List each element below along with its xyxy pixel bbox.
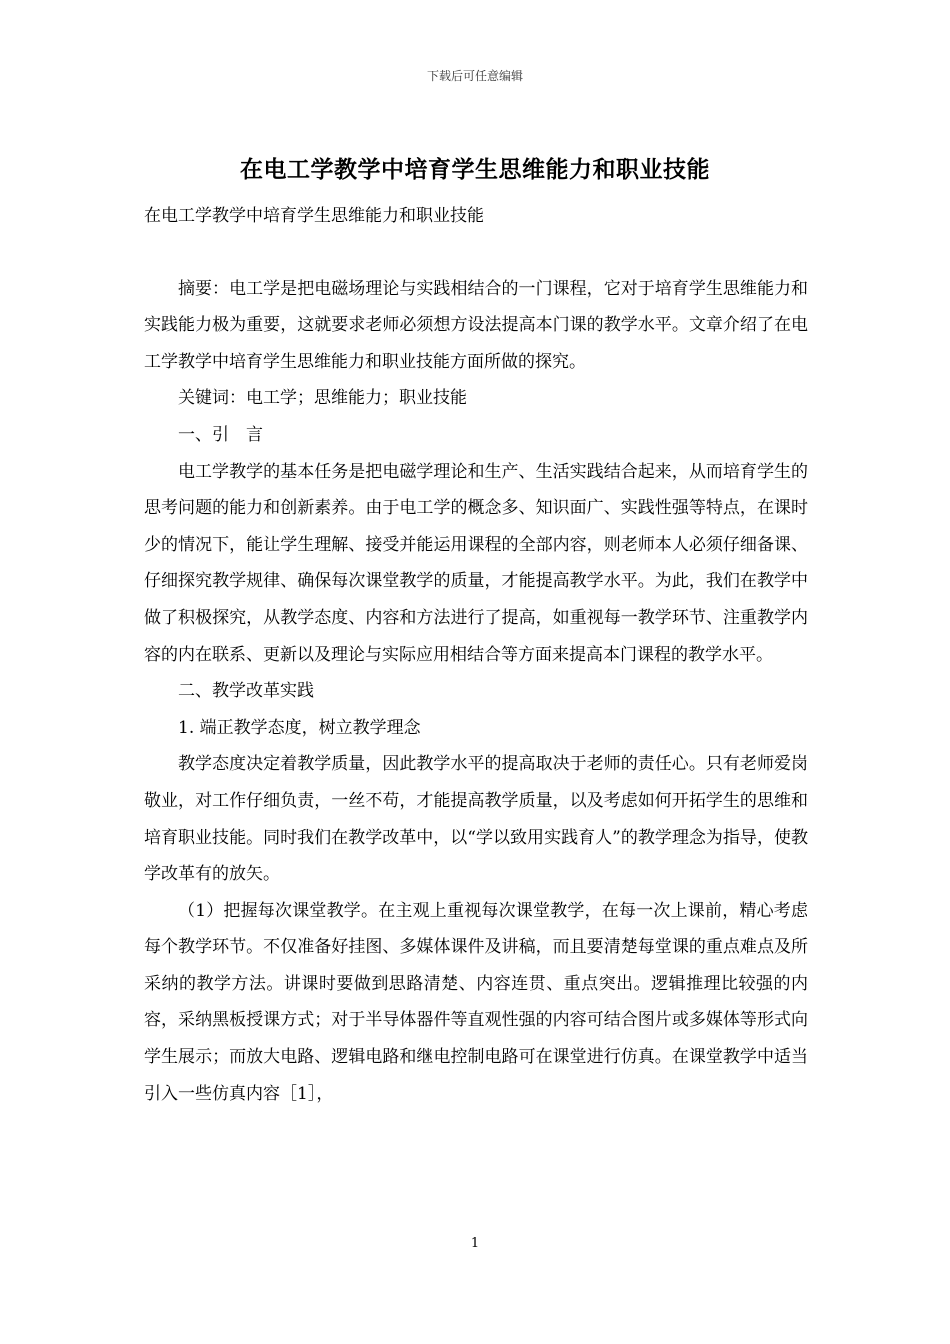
document-title: 在电工学教学中培育学生思维能力和职业技能 (240, 157, 710, 183)
section-heading: 二、教学改革实践 (178, 681, 314, 702)
body-paragraph: 电工学教学的基本任务是把电磁学理论和生产、生活实践结合起来，从而培育学生的思考问题的能力和创新素养。由于电工学的概念多、知识面广、实践性强等特点，在课时少的情况下，能让学生理解、接受并能运用课程的全部内容，则老师本人必须仔细备课、仔细探究教学规律、确保每次课堂教学的质量，才能提高教学水平。为此，我们在教学中做了积极探究，从教学态度、内容和方法进行了提高，如重视每一教学环节、注重教学内容的内在联系、更新以及理论与实际应用相结合等方面来提高本门课程的教学水平。 (144, 461, 808, 665)
header-note: 下载后可任意编辑 (426, 69, 523, 83)
keywords-paragraph: 关键词：电工学；思维能力；职业技能 (178, 388, 467, 409)
body-paragraph: 教学态度决定着教学质量，因此教学水平的提高取决于老师的责任心。只有老师爱岗敬业，对工作仔细负责，一丝不苟，才能提高教学质量，以及考虑如何开拓学生的思维和培育职业技能。同时我们在教学改革中，以“学以致用实践育人”的教学理念为指导，使教学改革有的放矢。 (144, 754, 808, 885)
document-subtitle: 在电工学教学中培育学生思维能力和职业技能 (144, 206, 484, 226)
document-body (144, 198, 808, 1112)
abstract-paragraph: 摘要：电工学是把电磁场理论与实践相结合的一门课程，它对于培育学生思维能力和实践能力极为重要，这就要求老师必须想方设法提高本门课的教学水平。文章介绍了在电工学教学中培育学生思维能力和职业技能方面所做的探究。 (144, 278, 808, 372)
page-number: 1 (470, 1236, 480, 1251)
body-paragraph: （1）把握每次课堂教学。在主观上重视每次课堂教学，在每一次上课前，精心考虑每个教学环节。不仅准备好挂图、多媒体课件及讲稿，而且要清楚每堂课的重点难点及所采纳的教学方法。讲课时要做到思路清楚、内容连贯、重点突出。逻辑推理比较强的内容，采纳黑板授课方式；对于半导体器件等直观性强的内容可结合图片或多媒体等形式向学生展示；而放大电路、逻辑电路和继电控制电路可在课堂进行仿真。在课堂教学中适当引入一些仿真内容［1］， (144, 900, 808, 1104)
section-heading: 一、引 言 (178, 424, 263, 445)
subsection-heading: 1. 端正教学态度，树立教学理念 (178, 717, 421, 738)
